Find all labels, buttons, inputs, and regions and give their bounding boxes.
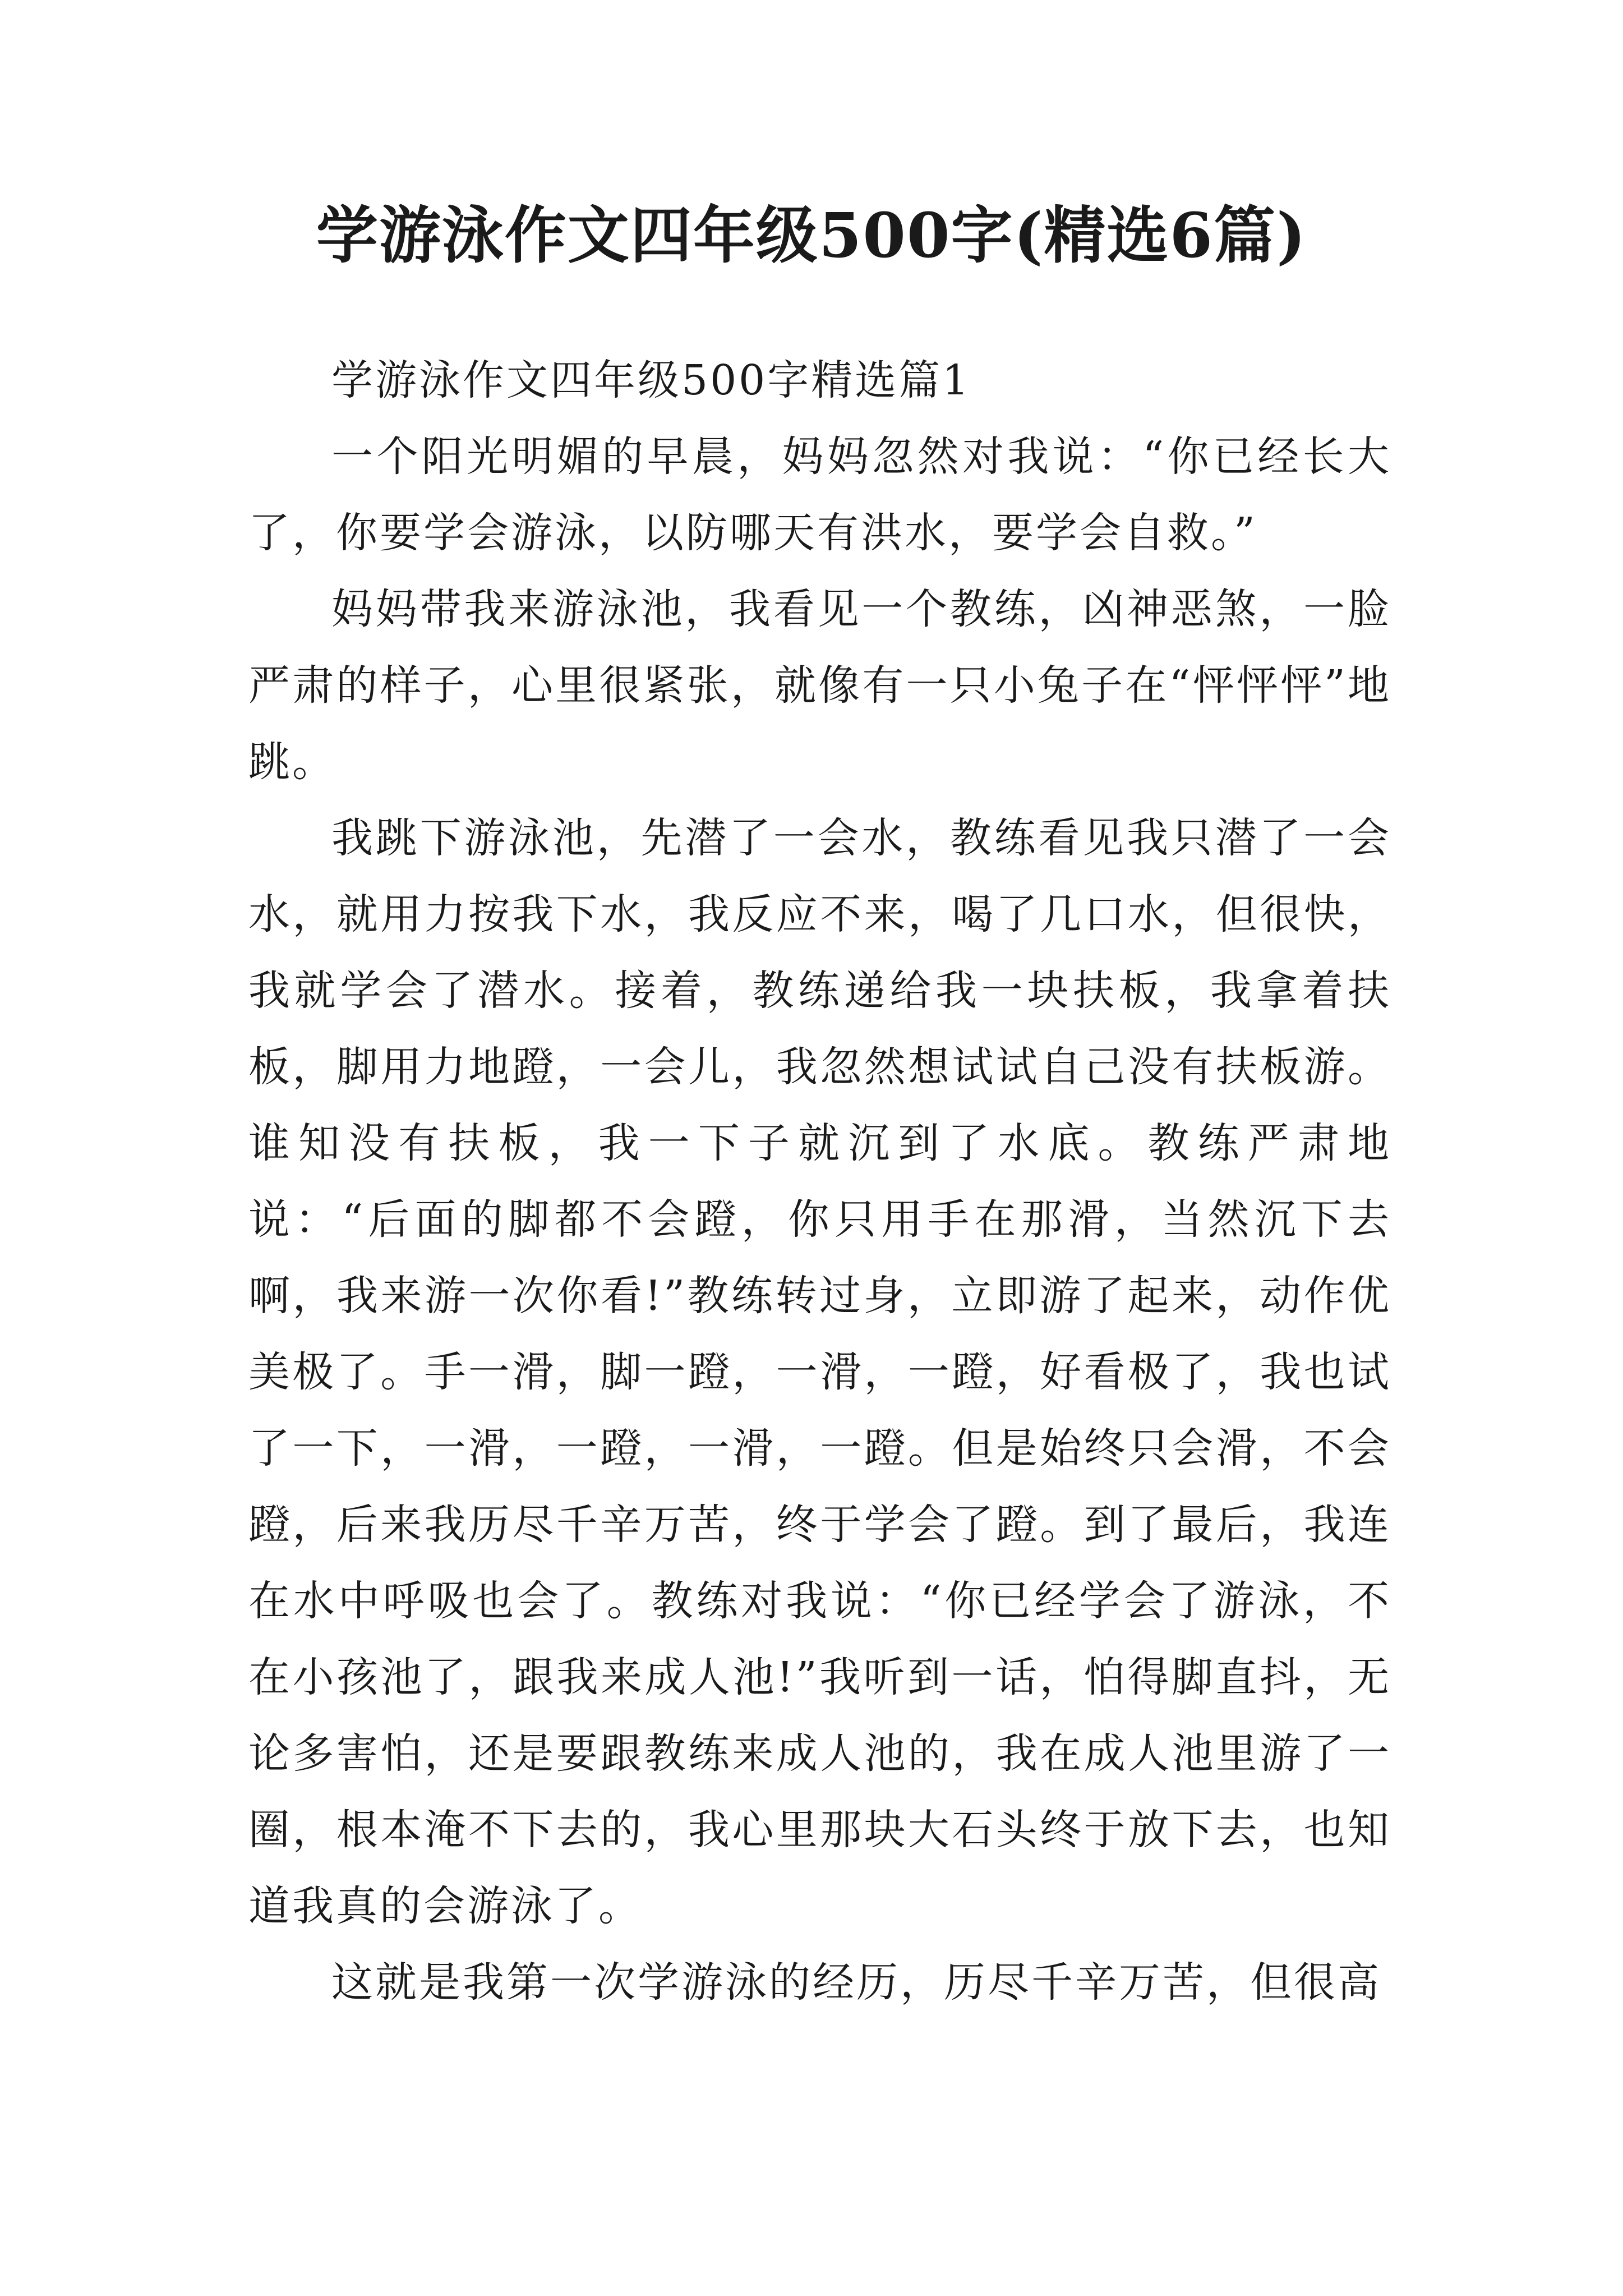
document-title: 学游泳作文四年级500字(精选6篇) bbox=[316, 199, 1307, 272]
document-body bbox=[248, 342, 1391, 2021]
section-heading: 学游泳作文四年级500字精选篇1 bbox=[331, 356, 971, 404]
paragraph: 一个阳光明媚的早晨，妈妈忽然对我说：“你已经长大了，你要学会游泳，以防哪天有洪水，要学会自救。” bbox=[248, 432, 1391, 557]
paragraph: 我跳下游泳池，先潜了一会水，教练看见我只潜了一会水，就用力按我下水，我反应不来，喝了几口水，但很快，我就学会了潜水。接着，教练递给我一块扶板，我拿着扶板，脚用力地蹬，一会儿，我忽然想试试自己没有扶板游。谁知没有扶板，我一下子就沉到了水底。教练严肃地说：“后面的脚都不会蹬，你只用手在那滑，当然沉下去啊，我来游一次你看!”教练转过身，立即游了起来，动作优美极了。手一滑，脚一蹬，一滑，一蹬，好看极了，我也试了一下，一滑，一蹬，一滑，一蹬。但是始终只会滑，不会蹬，后来我历尽千辛万苦，终于学会了蹬。到了最后，我连在水中呼吸也会了。教练对我说：“你已经学会了游泳，不在小孩池了，跟我来成人池!”我听到一话，怕得脚直抖，无论多害怕，还是要跟教练来成人池的，我在成人池里游了一圈，根本淹不下去的，我心里那块大石头终于放下去，也知道我真的会游泳了。 bbox=[248, 814, 1391, 1930]
paragraph: 这就是我第一次学游泳的经历，历尽千辛万苦，但很高 bbox=[331, 1958, 1381, 2007]
paragraph: 妈妈带我来游泳池，我看见一个教练，凶神恶煞，一脸严肃的样子，心里很紧张，就像有一只小兔子在“怦怦怦”地跳。 bbox=[248, 585, 1391, 786]
